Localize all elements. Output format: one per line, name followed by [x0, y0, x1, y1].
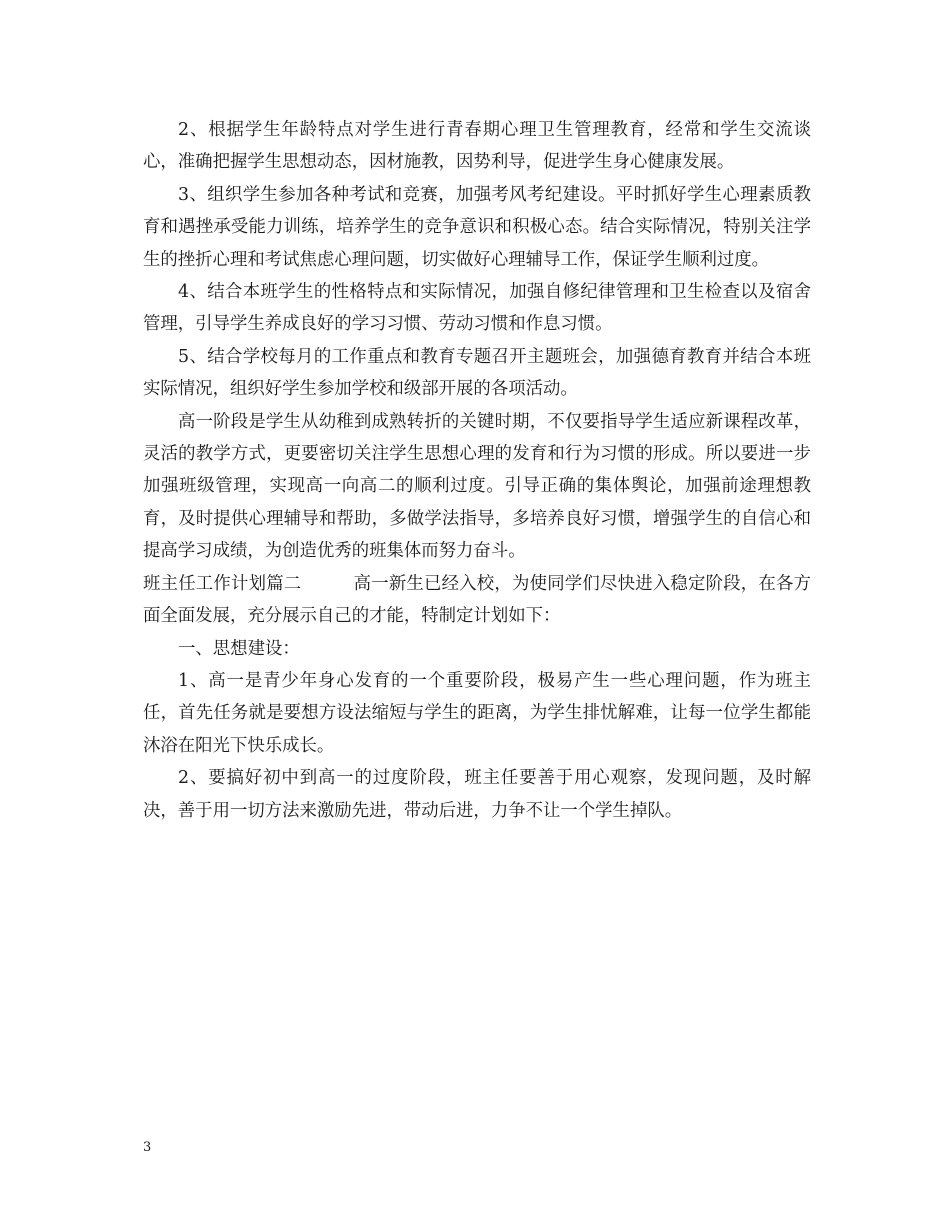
paragraph-item-2: 2、根据学生年龄特点对学生进行青春期心理卫生管理教育，经常和学生交流谈心，准确把握学生思想动态，因材施教，因势利导，促进学生身心健康发展。	[143, 120, 811, 173]
section-intro: 高一新生已经入校，为使同学们尽快进入稳定阶段，在各方面全面发展，充分展示自己的才能，特制定计划如下：	[143, 573, 811, 627]
paragraph-thought-1: 1、高一是青少年身心发育的一个重要阶段，极易产生一些心理问题，作为班主任，首先任务就是要想方设法缩短与学生的距离，为学生排忧解难，让每一位学生都能沐浴在阳光下快乐成长。	[143, 670, 811, 756]
subheading: 一、思想建设：	[178, 638, 300, 659]
paragraph-thought-2: 2、要搞好初中到高一的过度阶段，班主任要善于用心观察，发现问题，及时解决，善于用一切方法来激励先进，带动后进，力争不让一个学生掉队。	[143, 768, 811, 821]
section-two-paragraph	[143, 568, 811, 633]
paragraph-item-3: 3、组织学生参加各种考试和竞赛，加强考风考纪建设。平时抓好学生心理素质教育和遇挫承受能力训练，培养学生的竞争意识和积极心态。结合实际情况，特别关注学生的挫折心理和考试焦虑心理问题，切实做好心理辅导工作，保证学生顺利过度。	[143, 184, 811, 270]
document-body	[143, 114, 811, 827]
paragraph-summary: 高一阶段是学生从幼稚到成熟转折的关键时期，不仅要指导学生适应新课程改革，灵活的教学方式，更要密切关注学生思想心理的发育和行为习惯的形成。所以要进一步加强班级管理，实现高一向高二的顺利过度。引导正确的集体舆论，加强前途理想教育，及时提供心理辅导和帮助，多做学法指导，多培养良好习惯，增强学生的自信心和提高学习成绩，为创造优秀的班集体而努力奋斗。	[143, 411, 811, 562]
paragraph-item-4: 4、结合本班学生的性格特点和实际情况，加强自修纪律管理和卫生检查以及宿舍管理，引导学生养成良好的学习习惯、劳动习惯和作息习惯。	[143, 282, 811, 335]
page-number: 3	[143, 1140, 152, 1155]
section-heading: 班主任工作计划篇二	[143, 573, 302, 594]
paragraph-item-5: 5、结合学校每月的工作重点和教育专题召开主题班会，加强德育教育并结合本班实际情况，组织好学生参加学校和级部开展的各项活动。	[143, 346, 811, 400]
